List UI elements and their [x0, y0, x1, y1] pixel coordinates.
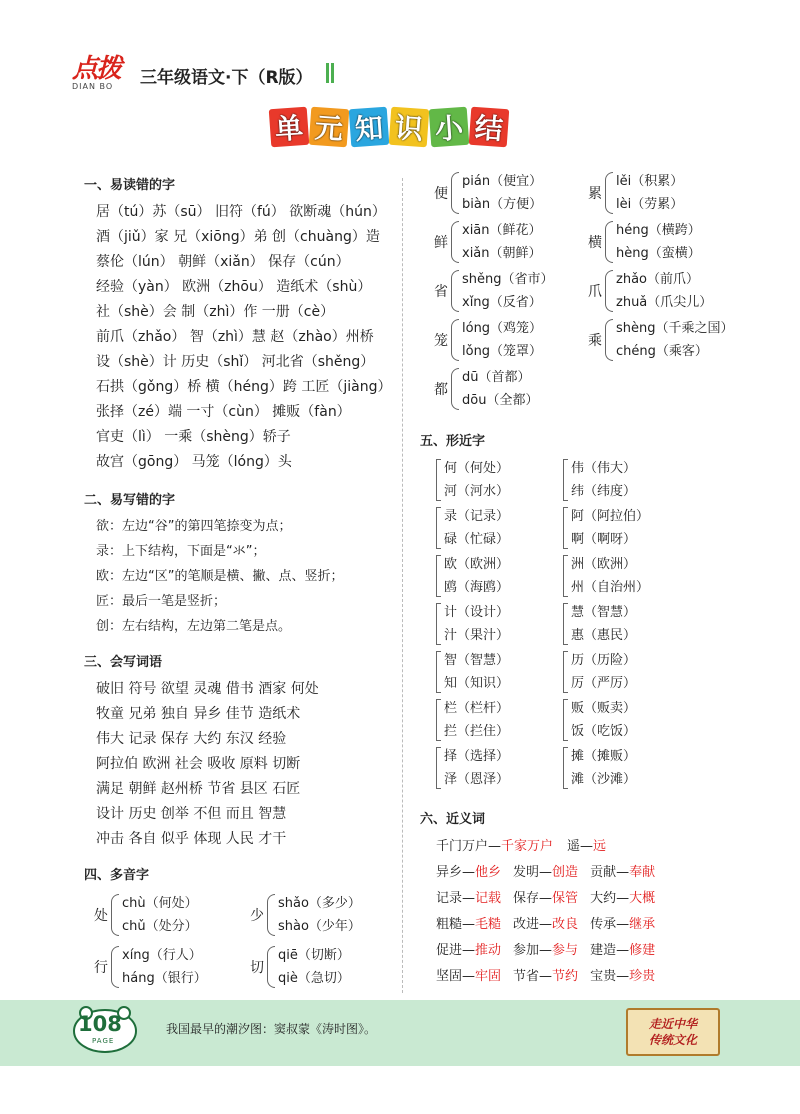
- reading: lěi（积累）: [616, 174, 684, 189]
- synonym-word: 记录—: [436, 891, 476, 906]
- reading: lóng（鸡笼）: [462, 321, 543, 336]
- similar-word: 汁（果汁）: [444, 628, 510, 643]
- similar-word: 饭（吃饭）: [571, 724, 637, 739]
- similar-pair-words: [444, 553, 509, 599]
- unit-title-char: 结: [469, 107, 510, 148]
- reading: qiè（急切）: [278, 971, 350, 986]
- synonym-word: 发明—: [513, 865, 553, 880]
- stamp-line-1: 走近中华: [648, 1017, 697, 1031]
- misread-line: 石拱（gǒng）桥 横（héng）跨 工匠（jiàng）: [96, 379, 392, 395]
- miswrite-line: 欲：左边“谷”的第四笔捺变为点；: [96, 519, 292, 534]
- polyphonic-item: [434, 317, 542, 363]
- reading: dū（首都）: [462, 370, 531, 385]
- header-bars: [326, 63, 338, 85]
- synonym-pair: [436, 912, 501, 938]
- unit-title-char: 识: [389, 107, 430, 148]
- section-title-easy-miswrite: 二、易写错的字: [84, 493, 176, 508]
- synonym-answer: 修建: [629, 943, 656, 958]
- polyphonic-char: 鲜: [434, 235, 448, 251]
- polyphonic-item: [588, 170, 683, 216]
- similar-word: 滩（沙滩）: [571, 772, 637, 787]
- synonym-answer: 奉献: [629, 865, 656, 880]
- misread-line: 故宫（gōng） 马笼（lóng）头: [96, 454, 292, 470]
- polyphonic-char: 行: [94, 960, 108, 976]
- reading: zhǎo（前爪）: [616, 272, 699, 287]
- synonym-pair: [436, 886, 501, 912]
- polyphonic-readings: [462, 268, 554, 314]
- similar-pair: [563, 697, 636, 743]
- page-number: 108: [78, 1012, 122, 1036]
- similar-word: 智（智慧）: [444, 653, 510, 668]
- synonym-pair: [436, 938, 501, 964]
- synonym-answer: 他乡: [475, 865, 502, 880]
- polyphonic-char: 累: [588, 186, 602, 202]
- synonym-answer: 节约: [552, 969, 579, 984]
- polyphonic-item: [588, 219, 701, 265]
- polyphonic-readings: [278, 944, 350, 990]
- synonym-pair: [436, 860, 501, 886]
- synonym-pair: [590, 886, 655, 912]
- similar-pair: [436, 457, 509, 503]
- polyphonic-readings: [462, 366, 538, 412]
- similar-pair: [436, 649, 509, 695]
- synonym-word: 异乡—: [436, 865, 476, 880]
- synonym-row: [436, 860, 667, 886]
- polyphonic-char: 笼: [434, 333, 448, 349]
- similar-pair-words: [444, 649, 509, 695]
- synonym-word: 坚固—: [436, 969, 476, 984]
- synonym-word: 遥—: [567, 839, 594, 854]
- word-row: 冲击 各自 似乎 体现 人民 才干: [96, 831, 287, 847]
- synonym-pair: [436, 964, 501, 990]
- polyphonic-readings: [462, 219, 542, 265]
- similar-word: 计（设计）: [444, 605, 510, 620]
- polyphonic-item: [250, 944, 350, 990]
- brace-icon: [111, 946, 119, 988]
- polyphonic-readings: [278, 892, 361, 938]
- synonym-answer: 参与: [552, 943, 579, 958]
- reading: lèi（劳累）: [616, 197, 684, 212]
- synonym-answer: 保管: [552, 891, 579, 906]
- polyphonic-readings: [462, 170, 542, 216]
- word-row: 破旧 符号 欲望 灵魂 借书 酒家 何处: [96, 681, 319, 697]
- reading: háng（银行）: [122, 971, 207, 986]
- brace-icon: [267, 946, 275, 988]
- reading: héng（横跨）: [616, 223, 701, 238]
- bracket-icon: [436, 699, 441, 741]
- similar-pair: [563, 745, 636, 791]
- similar-pair-words: [571, 457, 636, 503]
- misread-line: 蔡伦（lún） 朝鲜（xiǎn） 保存（cún）: [96, 254, 350, 270]
- similar-word: 历（历险）: [571, 653, 637, 668]
- bracket-icon: [563, 507, 568, 549]
- miswrite-line: 匠：最后一笔是竖折；: [96, 594, 227, 609]
- similar-word: 阿（阿拉伯）: [571, 509, 650, 524]
- synonym-row: [436, 938, 667, 964]
- culture-stamp: [626, 1008, 720, 1056]
- similar-word: 啊（啊呀）: [571, 532, 637, 547]
- polyphonic-item: [94, 892, 198, 938]
- synonym-pair: [513, 938, 578, 964]
- book-title: 三年级语文·下（R版）: [140, 68, 313, 88]
- footer-note: 我国最早的潮汐图：窦叔蒙《涛时图》。: [166, 1022, 377, 1036]
- synonym-word: 参加—: [513, 943, 553, 958]
- synonym-word: 节省—: [513, 969, 553, 984]
- synonym-word: 粗糙—: [436, 917, 476, 932]
- synonym-answer: 继承: [629, 917, 656, 932]
- synonym-row: [436, 964, 667, 990]
- brace-icon: [605, 270, 613, 312]
- synonym-answer: 大概: [629, 891, 656, 906]
- section-title-synonyms: 六、近义词: [420, 812, 486, 827]
- similar-word: 鸥（海鸥）: [444, 580, 510, 595]
- polyphonic-item: [434, 219, 542, 265]
- reading: shěng（省市）: [462, 272, 554, 287]
- synonym-word: 贡献—: [590, 865, 630, 880]
- similar-pair: [563, 649, 636, 695]
- polyphonic-char: 少: [250, 908, 264, 924]
- misread-line: 官吏（lì） 一乘（shèng）轿子: [96, 429, 291, 445]
- unit-title: [270, 108, 508, 152]
- polyphonic-item: [94, 944, 207, 990]
- similar-word: 碌（忙碌）: [444, 532, 510, 547]
- words-to-write-list: [96, 677, 319, 852]
- polyphonic-char: 横: [588, 235, 602, 251]
- page-badge: [72, 1004, 138, 1054]
- misread-line: 经验（yàn） 欧洲（zhōu） 造纸术（shù）: [96, 279, 372, 295]
- similar-word: 惠（惠民）: [571, 628, 637, 643]
- similar-pair-words: [444, 505, 509, 551]
- similar-word: 拦（拦住）: [444, 724, 510, 739]
- polyphonic-item: [434, 366, 538, 412]
- logo-mark: 点拨: [72, 54, 121, 84]
- logo-subtext: DIAN BO: [72, 82, 114, 91]
- reading: xiān（鲜花）: [462, 223, 542, 238]
- similar-pair-words: [571, 505, 649, 551]
- misread-line: 酒（jiǔ）家 兄（xiōng）弟 创（chuàng）造: [96, 229, 380, 245]
- bracket-icon: [436, 747, 441, 789]
- synonym-answer: 远: [593, 839, 607, 854]
- similar-pair-words: [571, 601, 636, 647]
- synonym-word: 建造—: [590, 943, 630, 958]
- similar-word: 州（自治州）: [571, 580, 650, 595]
- synonym-word: 宝贵—: [590, 969, 630, 984]
- similar-pair-words: [571, 553, 649, 599]
- bracket-icon: [563, 699, 568, 741]
- bracket-icon: [563, 603, 568, 645]
- section-title-similar-chars: 五、形近字: [420, 434, 486, 449]
- similar-pair: [436, 505, 509, 551]
- synonym-word: 大约—: [590, 891, 630, 906]
- synonym-word: 传承—: [590, 917, 630, 932]
- bracket-icon: [436, 555, 441, 597]
- similar-pair-words: [444, 745, 509, 791]
- misread-line: 居（tú）苏（sū） 旧符（fú） 欲断魂（hún）: [96, 204, 386, 220]
- polyphonic-char: 切: [250, 960, 264, 976]
- section-title-words-to-write: 三、会写词语: [84, 655, 163, 670]
- reading: xǐng（反省）: [462, 295, 542, 310]
- easy-miswrite-list: [96, 514, 343, 639]
- similar-word: 慧（智慧）: [571, 605, 637, 620]
- similar-pair: [436, 553, 509, 599]
- similar-pair: [563, 505, 649, 551]
- similar-word: 纬（纬度）: [571, 484, 637, 499]
- brace-icon: [111, 894, 119, 936]
- polyphonic-char: 爪: [588, 284, 602, 300]
- synonym-answer: 记载: [475, 891, 502, 906]
- synonym-row: [436, 834, 667, 860]
- reading: lǒng（笼罩）: [462, 344, 543, 359]
- reading: zhuǎ（爪尖儿）: [616, 295, 713, 310]
- reading: chǔ（处分）: [122, 919, 198, 934]
- polyphonic-readings: [616, 268, 712, 314]
- word-row: 伟大 记录 保存 大约 东汉 经验: [96, 731, 287, 747]
- synonym-pair: [513, 964, 578, 990]
- stamp-line-2: 传统文化: [648, 1033, 697, 1047]
- reading: xíng（行人）: [122, 948, 202, 963]
- polyphonic-char: 便: [434, 186, 448, 202]
- synonym-answer: 牢固: [475, 969, 502, 984]
- unit-title-char: 知: [349, 107, 390, 148]
- miswrite-line: 欧：左边“区”的笔顺是横、撇、点、竖折；: [96, 569, 344, 584]
- word-row: 牧童 兄弟 独自 异乡 佳节 造纸术: [96, 706, 301, 722]
- reading: biàn（方便）: [462, 197, 543, 212]
- brace-icon: [451, 368, 459, 410]
- misread-line: 张择（zé）端 一寸（cùn） 摊贩（fàn）: [96, 404, 351, 420]
- similar-pair: [436, 601, 509, 647]
- reading: shǎo（多少）: [278, 896, 361, 911]
- synonyms-list: [436, 834, 667, 990]
- similar-pair: [436, 745, 509, 791]
- synonym-word: 千门万户—: [436, 839, 502, 854]
- similar-word: 知（知识）: [444, 676, 510, 691]
- polyphonic-item: [250, 892, 361, 938]
- synonym-answer: 改良: [552, 917, 579, 932]
- synonym-answer: 创造: [552, 865, 579, 880]
- similar-pair-words: [444, 601, 509, 647]
- similar-pair: [563, 553, 649, 599]
- misread-line: 前爪（zhǎo） 智（zhì）慧 赵（zhào）州桥: [96, 329, 374, 345]
- similar-word: 厉（严厉）: [571, 676, 637, 691]
- section-title-easy-misread: 一、易读错的字: [84, 178, 176, 193]
- similar-pair-words: [571, 745, 636, 791]
- synonym-pair: [590, 964, 655, 990]
- similar-word: 何（何处）: [444, 461, 510, 476]
- reading: pián（便宜）: [462, 174, 543, 189]
- reading: shào（少年）: [278, 919, 361, 934]
- unit-title-char: 元: [309, 107, 350, 148]
- word-row: 设计 历史 创举 不但 而且 智慧: [96, 806, 287, 822]
- reading: xiǎn（朝鲜）: [462, 246, 542, 261]
- brace-icon: [605, 172, 613, 214]
- reading: dōu（全都）: [462, 393, 539, 408]
- word-row: 阿拉伯 欧洲 社会 吸收 原料 切断: [96, 756, 301, 772]
- reading: chù（何处）: [122, 896, 198, 911]
- brace-icon: [451, 221, 459, 263]
- misread-line: 社（shè）会 制（zhì）作 一册（cè）: [96, 304, 335, 320]
- synonym-word: 改进—: [513, 917, 553, 932]
- unit-title-char: 小: [429, 107, 470, 148]
- synonym-word: 保存—: [513, 891, 553, 906]
- synonym-pair: [513, 860, 578, 886]
- reading: shèng（千乘之国）: [616, 321, 734, 336]
- bracket-icon: [563, 747, 568, 789]
- polyphonic-char: 都: [434, 382, 448, 398]
- polyphonic-char: 乘: [588, 333, 602, 349]
- synonym-pair: [590, 860, 655, 886]
- synonym-pair: [513, 886, 578, 912]
- polyphonic-item: [588, 317, 734, 363]
- similar-word: 洲（欧洲）: [571, 557, 637, 572]
- similar-word: 择（选择）: [444, 749, 510, 764]
- brace-icon: [605, 221, 613, 263]
- brace-icon: [451, 270, 459, 312]
- polyphonic-readings: [616, 219, 701, 265]
- unit-title-char: 单: [269, 107, 310, 148]
- similar-word: 录（记录）: [444, 509, 510, 524]
- synonym-pair: [567, 834, 606, 860]
- polyphonic-readings: [616, 317, 734, 363]
- bracket-icon: [436, 651, 441, 693]
- polyphonic-readings: [122, 944, 207, 990]
- page-label: PAGE: [92, 1037, 115, 1045]
- polyphonic-readings: [616, 170, 683, 216]
- synonym-pair: [513, 912, 578, 938]
- word-row: 满足 朝鲜 赵州桥 节省 县区 石匠: [96, 781, 301, 797]
- synonym-pair: [590, 938, 655, 964]
- synonym-pair: [436, 834, 553, 860]
- synonym-row: [436, 886, 667, 912]
- reading: qiē（切断）: [278, 948, 350, 963]
- synonym-answer: 推动: [475, 943, 502, 958]
- polyphonic-readings: [462, 317, 542, 363]
- synonym-answer: 千家万户: [501, 839, 554, 854]
- similar-word: 栏（栏杆）: [444, 701, 510, 716]
- bracket-icon: [436, 507, 441, 549]
- publisher-logo: [72, 56, 132, 92]
- brace-icon: [267, 894, 275, 936]
- polyphonic-char: 处: [94, 908, 108, 924]
- polyphonic-char: 省: [434, 284, 448, 300]
- polyphonic-item: [434, 268, 554, 314]
- synonym-row: [436, 912, 667, 938]
- brace-icon: [605, 319, 613, 361]
- similar-word: 泽（恩泽）: [444, 772, 510, 787]
- bracket-icon: [563, 555, 568, 597]
- similar-word: 伟（伟大）: [571, 461, 637, 476]
- misread-line: 设（shè）计 历史（shǐ） 河北省（shěng）: [96, 354, 375, 370]
- similar-word: 贩（贩卖）: [571, 701, 637, 716]
- similar-word: 摊（摊贩）: [571, 749, 637, 764]
- polyphonic-item: [588, 268, 712, 314]
- bracket-icon: [563, 651, 568, 693]
- polyphonic-readings: [122, 892, 198, 938]
- synonym-answer: 毛糙: [475, 917, 502, 932]
- polyphonic-item: [434, 170, 542, 216]
- similar-pair: [563, 601, 636, 647]
- bracket-icon: [436, 603, 441, 645]
- synonym-pair: [590, 912, 655, 938]
- reading: hèng（蛮横）: [616, 246, 701, 261]
- bracket-icon: [436, 459, 441, 501]
- reading: chéng（乘客）: [616, 344, 708, 359]
- brace-icon: [451, 172, 459, 214]
- bracket-icon: [563, 459, 568, 501]
- similar-pair: [563, 457, 636, 503]
- similar-pair-words: [571, 649, 636, 695]
- synonym-answer: 珍贵: [629, 969, 656, 984]
- similar-pair-words: [444, 697, 509, 743]
- similar-pair: [436, 697, 509, 743]
- easy-misread-list: [96, 200, 391, 475]
- miswrite-line: 创：左右结构，左边第二笔是点。: [96, 619, 292, 634]
- brace-icon: [451, 319, 459, 361]
- synonym-word: 促进—: [436, 943, 476, 958]
- similar-word: 欧（欧洲）: [444, 557, 510, 572]
- column-divider: [402, 178, 403, 993]
- similar-word: 河（河水）: [444, 484, 510, 499]
- similar-pair-words: [444, 457, 509, 503]
- section-title-polyphonic: 四、多音字: [84, 868, 150, 883]
- miswrite-line: 录：上下结构，下面是“氺”；: [96, 544, 266, 559]
- similar-pair-words: [571, 697, 636, 743]
